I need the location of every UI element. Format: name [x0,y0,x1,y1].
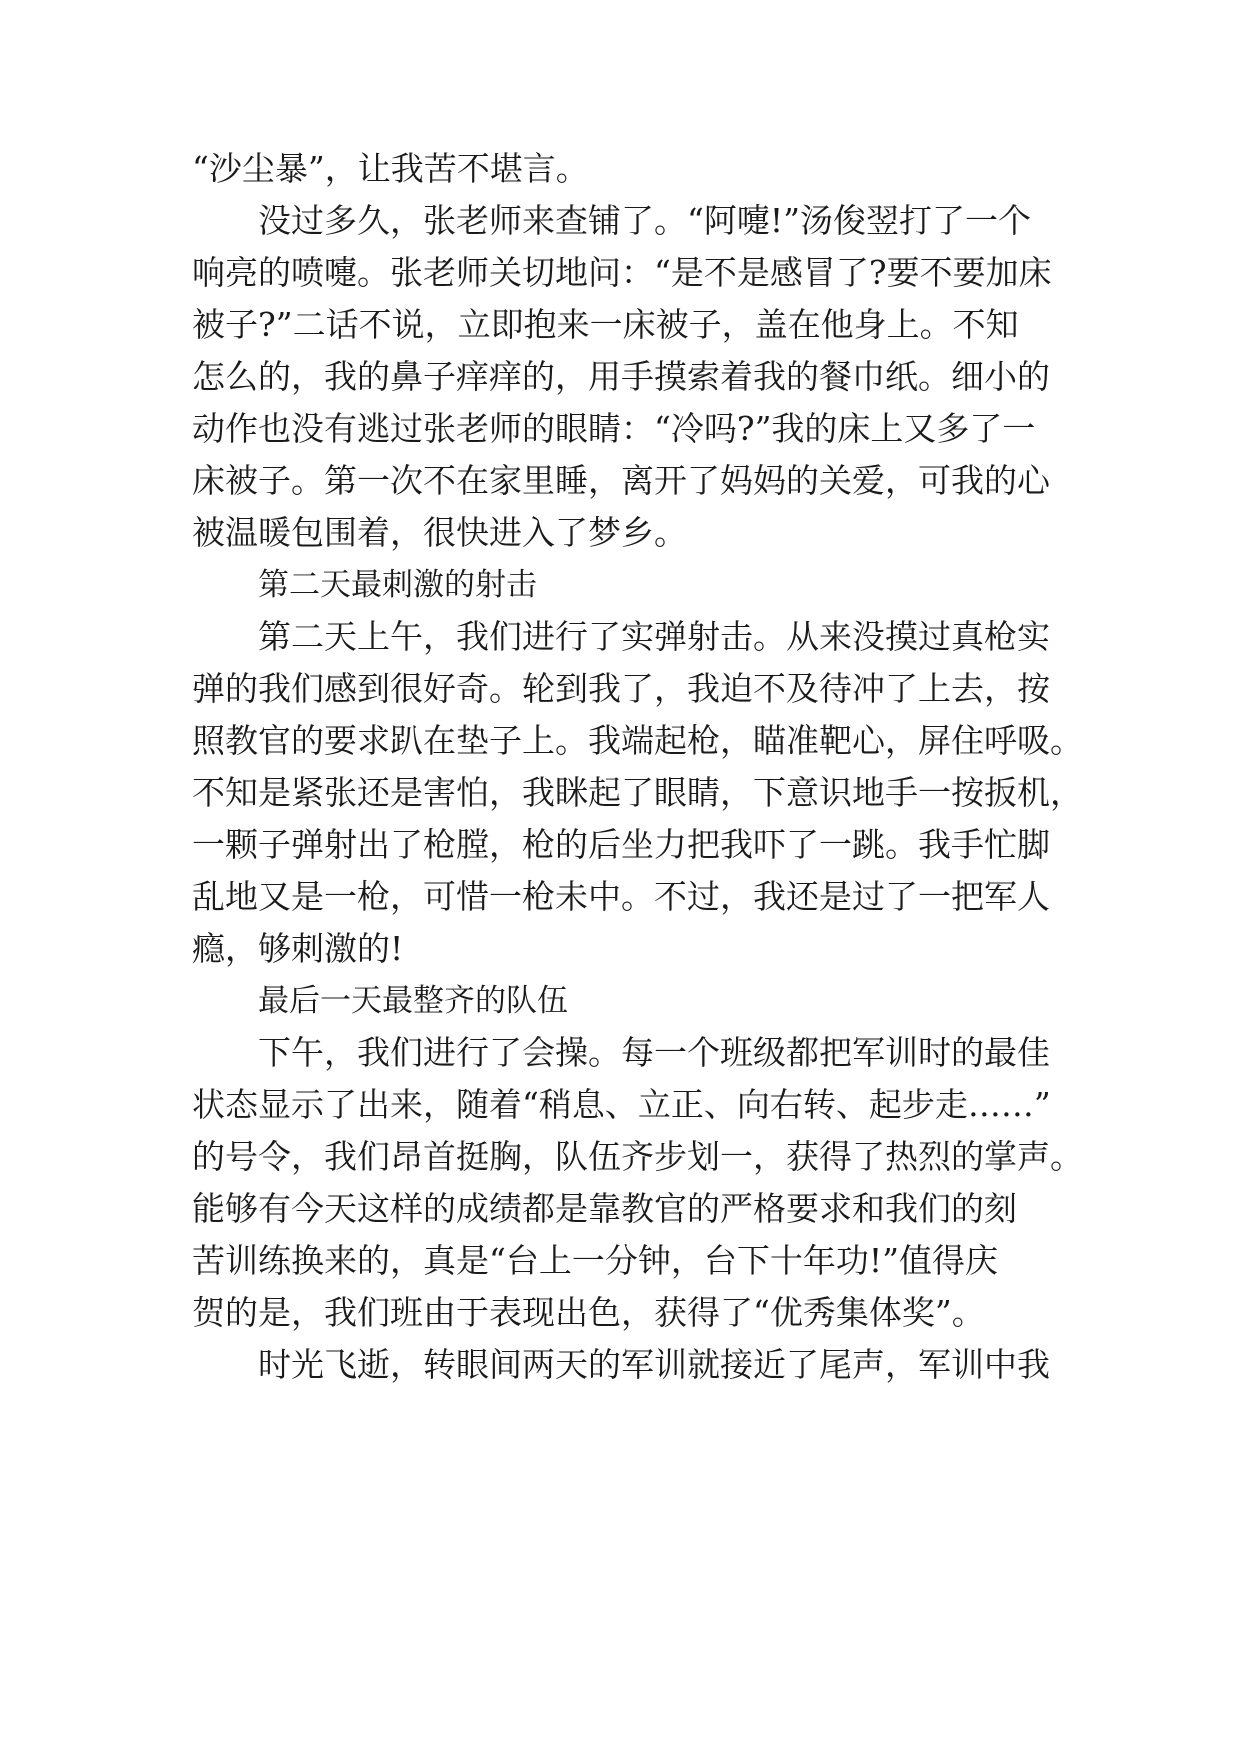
text-line: 响亮的喷嚏。张老师关切地问：“是不是感冒了?要不要加床 [192,253,1052,292]
text-line: 弹的我们感到很好奇。轮到我了，我迫不及待冲了上去，按 [192,669,1050,708]
paragraph-first-line: 下午，我们进行了会操。每一个班级都把军训时的最佳 [258,1033,1050,1072]
text-line: 床被子。第一次不在家里睡，离开了妈妈的关爱，可我的心 [192,461,1050,500]
section-heading: 最后一天最整齐的队伍 [258,983,568,1019]
text-line: 苦训练换来的，真是“台上一分钟，台下十年功!”值得庆 [192,1241,999,1280]
paragraph-first-line: 时光飞逝，转眼间两天的军训就接近了尾声，军训中我 [258,1345,1050,1384]
text-line: “沙尘暴”，让我苦不堪言。 [192,149,589,188]
text-line: 被温暖包围着，很快进入了梦乡。 [192,513,687,552]
text-line: 一颗子弹射出了枪膛，枪的后坐力把我吓了一跳。我手忙脚 [192,825,1050,864]
section-heading: 第二天最刺激的射击 [258,567,537,603]
text-line: 能够有今天这样的成绩都是靠教官的严格要求和我们的刻 [192,1189,1017,1228]
text-line: 贺的是，我们班由于表现出色，获得了“优秀集体奖”。 [192,1293,985,1332]
text-line: 状态显示了出来，随着“稍息、立正、向右转、起步走……” [192,1085,1051,1124]
text-line: 的号令，我们昂首挺胸，队伍齐步划一，获得了热烈的掌声。 [192,1137,1083,1176]
paragraph-first-line: 没过多久，张老师来查铺了。“阿嚏!”汤俊翌打了一个 [258,201,1032,240]
text-line: 动作也没有逃过张老师的眼睛：“冷吗?”我的床上又多了一 [192,409,1036,448]
text-line: 瘾，够刺激的! [192,929,404,968]
paragraph-first-line: 第二天上午，我们进行了实弹射击。从来没摸过真枪实 [258,617,1050,656]
text-line: 乱地又是一枪，可惜一枪未中。不过，我还是过了一把军人 [192,877,1050,916]
text-line: 不知是紧张还是害怕，我眯起了眼睛，下意识地手一按扳机， [192,773,1083,812]
text-line: 怎么的，我的鼻子痒痒的，用手摸索着我的餐巾纸。细小的 [192,357,1050,396]
text-line: 照教官的要求趴在垫子上。我端起枪，瞄准靶心，屏住呼吸。 [192,721,1083,760]
text-line: 被子?”二话不说，立即抱来一床被子，盖在他身上。不知 [192,305,1019,344]
